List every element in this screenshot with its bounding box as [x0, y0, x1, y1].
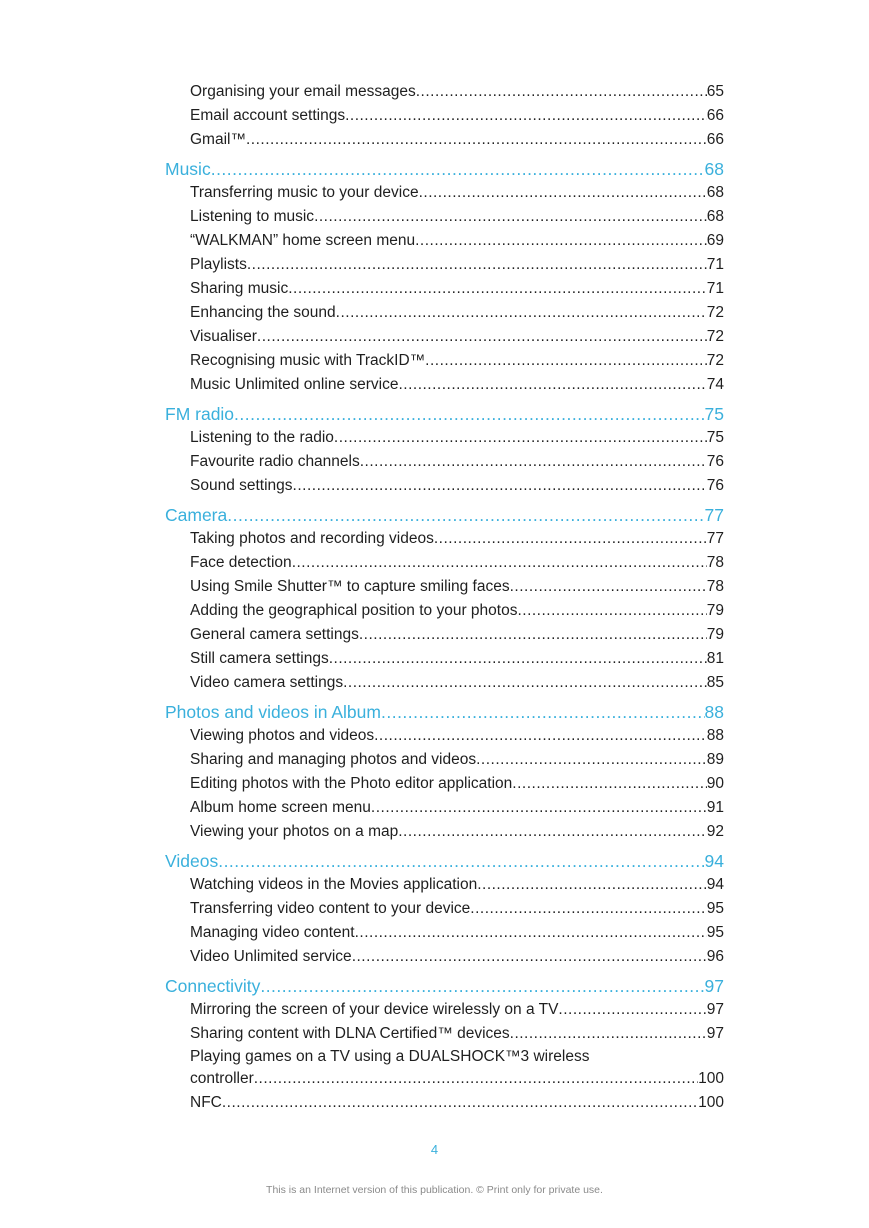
- toc-entry[interactable]: [165, 921, 724, 945]
- toc-entry-page: 68: [706, 208, 724, 225]
- toc-entry-page: 81: [706, 650, 724, 667]
- toc-section: [165, 157, 724, 397]
- toc-entry-title: Organising your email messages: [190, 83, 416, 100]
- toc-section-heading-title: Connectivity: [165, 976, 261, 996]
- dot-leader: [419, 181, 707, 205]
- toc-entry-page: 85: [706, 674, 724, 691]
- dot-leader: [398, 373, 706, 397]
- toc-entry-page: 91: [706, 799, 724, 816]
- toc-entry-title: Music Unlimited online service: [190, 376, 399, 393]
- toc-section: [165, 849, 724, 969]
- toc-entry[interactable]: [165, 80, 724, 104]
- toc-entry-page: 66: [706, 107, 724, 124]
- toc-entry[interactable]: [165, 772, 724, 796]
- toc-section-heading[interactable]: [165, 849, 724, 873]
- dot-leader: [434, 527, 707, 551]
- dot-leader: [371, 796, 707, 820]
- dot-leader: [345, 104, 707, 128]
- dot-leader: [314, 205, 707, 229]
- toc-entry[interactable]: [165, 945, 724, 969]
- toc-entry-page: 78: [706, 554, 724, 571]
- toc-section: [165, 700, 724, 844]
- toc-entry[interactable]: [165, 373, 724, 397]
- toc-entry[interactable]: [165, 128, 724, 152]
- toc-entry-page: 77: [706, 530, 724, 547]
- toc-entry-title: Email account settings: [190, 107, 346, 124]
- toc-entry-page: 76: [706, 453, 724, 470]
- toc-entry[interactable]: [165, 1091, 724, 1115]
- toc-entry[interactable]: [165, 1022, 724, 1046]
- dot-leader: [512, 772, 706, 796]
- toc-section-heading[interactable]: [165, 157, 724, 181]
- toc-entry-title: Adding the geographical position to your photos: [190, 602, 518, 619]
- dot-leader: [336, 301, 707, 325]
- toc-entry-page: 94: [706, 876, 724, 893]
- dot-leader: [415, 229, 707, 253]
- toc-entry-title: Video camera settings: [190, 674, 344, 691]
- toc-section-heading[interactable]: [165, 503, 724, 527]
- toc-entry[interactable]: [165, 748, 724, 772]
- dot-leader: [343, 671, 707, 695]
- toc-entry[interactable]: [165, 551, 724, 575]
- toc-entry-title: General camera settings: [190, 626, 359, 643]
- toc-entry-title: Album home screen menu: [190, 799, 371, 816]
- footer-notice: This is an Internet version of this publication. © Print only for private use.: [266, 1184, 603, 1196]
- toc-entry-page: 79: [706, 626, 724, 643]
- toc-entry[interactable]: [165, 599, 724, 623]
- toc-entry-title: Sharing content with DLNA Certified™ devices: [190, 1025, 510, 1042]
- table-of-contents: [165, 80, 724, 1115]
- toc-entry[interactable]: [165, 325, 724, 349]
- dot-leader: [517, 599, 706, 623]
- toc-entry-page: 97: [706, 1025, 724, 1042]
- toc-entry-title: Sharing and managing photos and videos: [190, 751, 477, 768]
- toc-entry-title: Playlists: [190, 256, 247, 273]
- dot-leader: [293, 474, 707, 498]
- toc-entry-title: Mirroring the screen of your device wirelessly on a TV: [190, 1001, 559, 1018]
- dot-leader: [558, 998, 706, 1022]
- toc-entry-page: 69: [706, 232, 724, 249]
- toc-entry-page: 78: [706, 578, 724, 595]
- toc-entry-title: Editing photos with the Photo editor application: [190, 775, 513, 792]
- toc-entry-title: Gmail™: [190, 131, 246, 148]
- toc-entry-title: Video Unlimited service: [190, 948, 352, 965]
- dot-leader: [247, 253, 707, 277]
- toc-entry[interactable]: [165, 671, 724, 695]
- toc-continued-entries: [165, 80, 724, 152]
- toc-entry-title: Viewing your photos on a map: [190, 823, 399, 840]
- toc-entry-title: Recognising music with TrackID™: [190, 352, 426, 369]
- toc-section-heading-title: Photos and videos in Album: [165, 702, 381, 722]
- toc-entry[interactable]: [165, 104, 724, 128]
- toc-entry[interactable]: [165, 181, 724, 205]
- toc-section-heading-title: Camera: [165, 505, 228, 525]
- dot-leader: [260, 974, 704, 998]
- toc-entry[interactable]: [165, 527, 724, 551]
- toc-entry-title: Enhancing the sound: [190, 304, 336, 321]
- dot-leader: [218, 849, 704, 873]
- toc-entry-page: 72: [706, 304, 724, 321]
- dot-leader: [257, 325, 707, 349]
- page-number: 4: [430, 1142, 439, 1157]
- dot-leader: [355, 921, 707, 945]
- dot-leader: [227, 503, 704, 527]
- toc-entry-page: 65: [706, 83, 724, 100]
- toc-entry[interactable]: [165, 474, 724, 498]
- toc-entry-title: Favourite radio channels: [190, 453, 360, 470]
- toc-entry-page: 88: [706, 727, 724, 744]
- toc-section-heading-page: 97: [704, 976, 724, 996]
- toc-entry-title: Sharing music: [190, 280, 289, 297]
- toc-entry-page: 95: [706, 924, 724, 941]
- toc-entry-page: 95: [706, 900, 724, 917]
- toc-entry-title: Taking photos and recording videos: [190, 530, 434, 547]
- toc-entry-title: Using Smile Shutter™ to capture smiling faces: [190, 578, 510, 595]
- toc-entry[interactable]: [165, 301, 724, 325]
- toc-entry-title: Listening to music: [190, 208, 315, 225]
- dot-leader: [398, 820, 707, 844]
- toc-entry-title: “WALKMAN” home screen menu: [190, 232, 416, 249]
- toc-entry-page: 68: [706, 184, 724, 201]
- toc-entry[interactable]: [165, 277, 724, 301]
- dot-leader: [360, 450, 707, 474]
- dot-leader: [288, 277, 707, 301]
- toc-entry-title: Managing video content: [190, 924, 355, 941]
- toc-entry[interactable]: [165, 253, 724, 277]
- toc-entry-page: 90: [706, 775, 724, 792]
- toc-entry-title: NFC: [190, 1094, 222, 1111]
- toc-entry[interactable]: [165, 998, 724, 1022]
- toc-section: [165, 503, 724, 695]
- toc-section: [165, 402, 724, 498]
- dot-leader: [334, 426, 707, 450]
- toc-entry[interactable]: [165, 647, 724, 671]
- toc-entry-page: 100: [698, 1070, 724, 1087]
- toc-entry-page: 92: [706, 823, 724, 840]
- dot-leader: [234, 402, 704, 426]
- dot-leader: [476, 748, 707, 772]
- toc-entry-title: Sound settings: [190, 477, 293, 494]
- dot-leader: [381, 700, 705, 724]
- toc-entry[interactable]: [165, 205, 724, 229]
- toc-entry[interactable]: [165, 450, 724, 474]
- toc-entry[interactable]: [165, 426, 724, 450]
- dot-leader: [222, 1091, 698, 1115]
- dot-leader: [374, 724, 707, 748]
- toc-section-heading[interactable]: [165, 402, 724, 426]
- dot-leader: [211, 157, 705, 181]
- toc-entry[interactable]: [165, 623, 724, 647]
- toc-entry-title: Face detection: [190, 554, 292, 571]
- toc-entry-title: Still camera settings: [190, 650, 329, 667]
- dot-leader: [254, 1067, 698, 1091]
- toc-entry[interactable]: [165, 575, 724, 599]
- toc-entry-page: 76: [706, 477, 724, 494]
- toc-section-heading-page: 68: [704, 159, 724, 179]
- toc-entry-page: 72: [706, 328, 724, 345]
- dot-leader: [510, 1022, 707, 1046]
- toc-entry[interactable]: [165, 229, 724, 253]
- toc-entry-page: 79: [706, 602, 724, 619]
- toc-entry-page: 74: [706, 376, 724, 393]
- toc-entry-page: 71: [706, 280, 724, 297]
- toc-section-heading-title: FM radio: [165, 404, 235, 424]
- dot-leader: [352, 945, 707, 969]
- toc-section-heading-title: Videos: [165, 851, 219, 871]
- dot-leader: [292, 551, 707, 575]
- toc-entry[interactable]: [165, 796, 724, 820]
- toc-entry-continuation: controller: [190, 1070, 254, 1087]
- dot-leader: [425, 349, 707, 373]
- dot-leader: [416, 80, 707, 104]
- toc-entry-title: Transferring video content to your device: [190, 900, 471, 917]
- toc-entry-title: Viewing photos and videos: [190, 727, 375, 744]
- dot-leader: [246, 128, 707, 152]
- toc-section-heading-page: 94: [704, 851, 724, 871]
- toc-entry-title: Visualiser: [190, 328, 257, 345]
- toc-entry[interactable]: [165, 349, 724, 373]
- toc-entry[interactable]: [165, 820, 724, 844]
- toc-entry-page: 100: [698, 1094, 724, 1111]
- toc-entry[interactable]: [165, 897, 724, 921]
- toc-entry-title: Watching videos in the Movies application: [190, 876, 478, 893]
- toc-entry-title: Listening to the radio: [190, 429, 334, 446]
- dot-leader: [329, 647, 707, 671]
- dot-leader: [477, 873, 707, 897]
- toc-entry-page: 97: [706, 1001, 724, 1018]
- toc-entry-title[interactable]: Playing games on a TV using a DUALSHOCK™3 wireless: [190, 1048, 590, 1065]
- toc-entry-page: 75: [706, 429, 724, 446]
- toc-section-heading[interactable]: [165, 700, 724, 724]
- toc-entry-page: 66: [706, 131, 724, 148]
- dot-leader: [470, 897, 706, 921]
- toc-entry[interactable]: [165, 1067, 724, 1091]
- toc-entry-title: Transferring music to your device: [190, 184, 419, 201]
- toc-entry-page: 89: [706, 751, 724, 768]
- dot-leader: [359, 623, 707, 647]
- dot-leader: [510, 575, 707, 599]
- toc-entry-page: 96: [706, 948, 724, 965]
- toc-entry[interactable]: [165, 873, 724, 897]
- toc-entry[interactable]: [165, 724, 724, 748]
- toc-entry-page: 72: [706, 352, 724, 369]
- toc-section-heading-title: Music: [165, 159, 211, 179]
- toc-entry-page: 71: [706, 256, 724, 273]
- toc-section-heading-page: 88: [704, 702, 724, 722]
- toc-section: [165, 974, 724, 1115]
- toc-section-heading-page: 75: [704, 404, 724, 424]
- toc-section-heading[interactable]: [165, 974, 724, 998]
- toc-section-heading-page: 77: [704, 505, 724, 525]
